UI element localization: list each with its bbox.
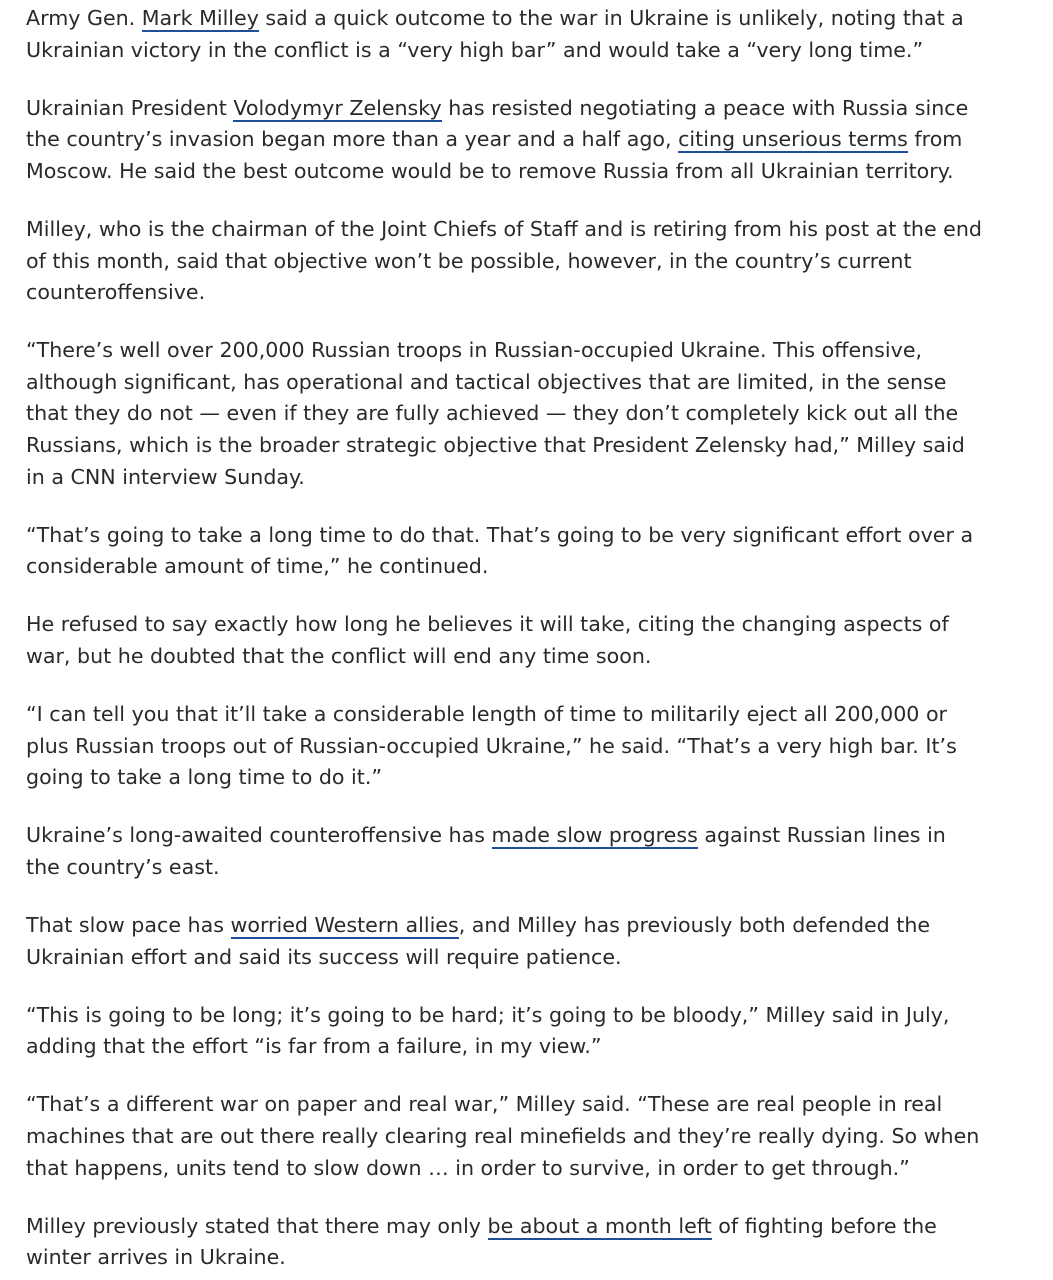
article-body [26,3,986,1274]
paragraph-text: of fighting before the winter arrives in Ukraine. [26,1213,937,1270]
paragraph-6: He refused to say exactly how long he believes it will take, citing the changing aspects of war, but he doubted that the conflict will end any time soon. [26,612,949,668]
paragraph-text: against Russian lines in the country’s east. [26,823,946,879]
paragraph-1 [26,3,986,66]
paragraph-text: , and Milley has previously both defended the Ukrainian effort and said its success will require patience. [26,913,931,969]
paragraph-3: Milley, who is the chairman of the Joint Chiefs of Staff and is retiring from his post at the end of this month, said that objective won’t be possible, however, in the country’s current counteroffensive. [26,216,982,305]
paragraph-8 [26,820,986,883]
paragraph-text: Ukrainian President [26,95,234,120]
paragraph-text: That slow pace has [26,913,231,938]
paragraph-text: Army Gen. [26,6,142,30]
link-volodymyr-zelensky[interactable]: Volodymyr Zelensky [233,95,442,120]
paragraph-text: Ukraine’s long-awaited counteroffensive has [26,823,492,848]
paragraph-10: “This is going to be long; it’s going to be hard; it’s going to be bloody,” Milley said in July, adding that the effort “is far from a failure, in my view.” [26,1002,950,1059]
link-be-about-a-month-left[interactable]: be about a month left [487,1213,712,1238]
link-worried-western-allies[interactable]: worried Western allies [230,913,459,938]
paragraph-11: “That’s a different war on paper and real war,” Milley said. “These are real people in real machines that are out there really clearing real minefields and they’re really dying. So when that happens, units tend to slow down … in order to survive, in order to get through.” [26,1092,980,1180]
paragraph-4: “There’s well over 200,000 Russian troops in Russian-occupied Ukraine. This offensive, although significant, has operational and tactical objectives that are limited, in the sense that they do not — even if they are fully achieved — they don’t completely kick out all the Russians, which is the broader strategic objective that President Zelensky had,” Milley said in a CNN interview Sunday. [26,338,965,489]
paragraph-2 [26,93,986,188]
link-citing-unserious-terms[interactable]: citing unserious terms [678,127,908,152]
paragraph-7: “I can tell you that it’ll take a considerable length of time to militarily eject all 200,000 or plus Russian troops out of Russian-occupied Ukraine,” he said. “That’s a very high bar. It’s going to take a long time to do it.” [26,702,957,790]
paragraph-text: has resisted negotiating a peace with Russia since the country’s invasion began more than a year and a half ago, [26,95,969,152]
paragraph-5: “That’s going to take a long time to do that. That’s going to be very significant effort over a considerable amount of time,” he continued. [26,522,974,579]
paragraph-text: said a quick outcome to the war in Ukraine is unlikely, noting that a Ukrainian victory in the conflict is a “very high bar” and would take a “very long time.” [26,6,964,62]
paragraph-12 [26,1211,986,1274]
link-mark-milley[interactable]: Mark Milley [141,6,259,30]
link-made-slow-progress[interactable]: made slow progress [491,823,698,848]
paragraph-text: from Moscow. He said the best outcome would be to remove Russia from all Ukrainian territory. [26,127,963,183]
paragraph-text: Milley previously stated that there may only [26,1213,488,1238]
paragraph-9 [26,910,986,973]
